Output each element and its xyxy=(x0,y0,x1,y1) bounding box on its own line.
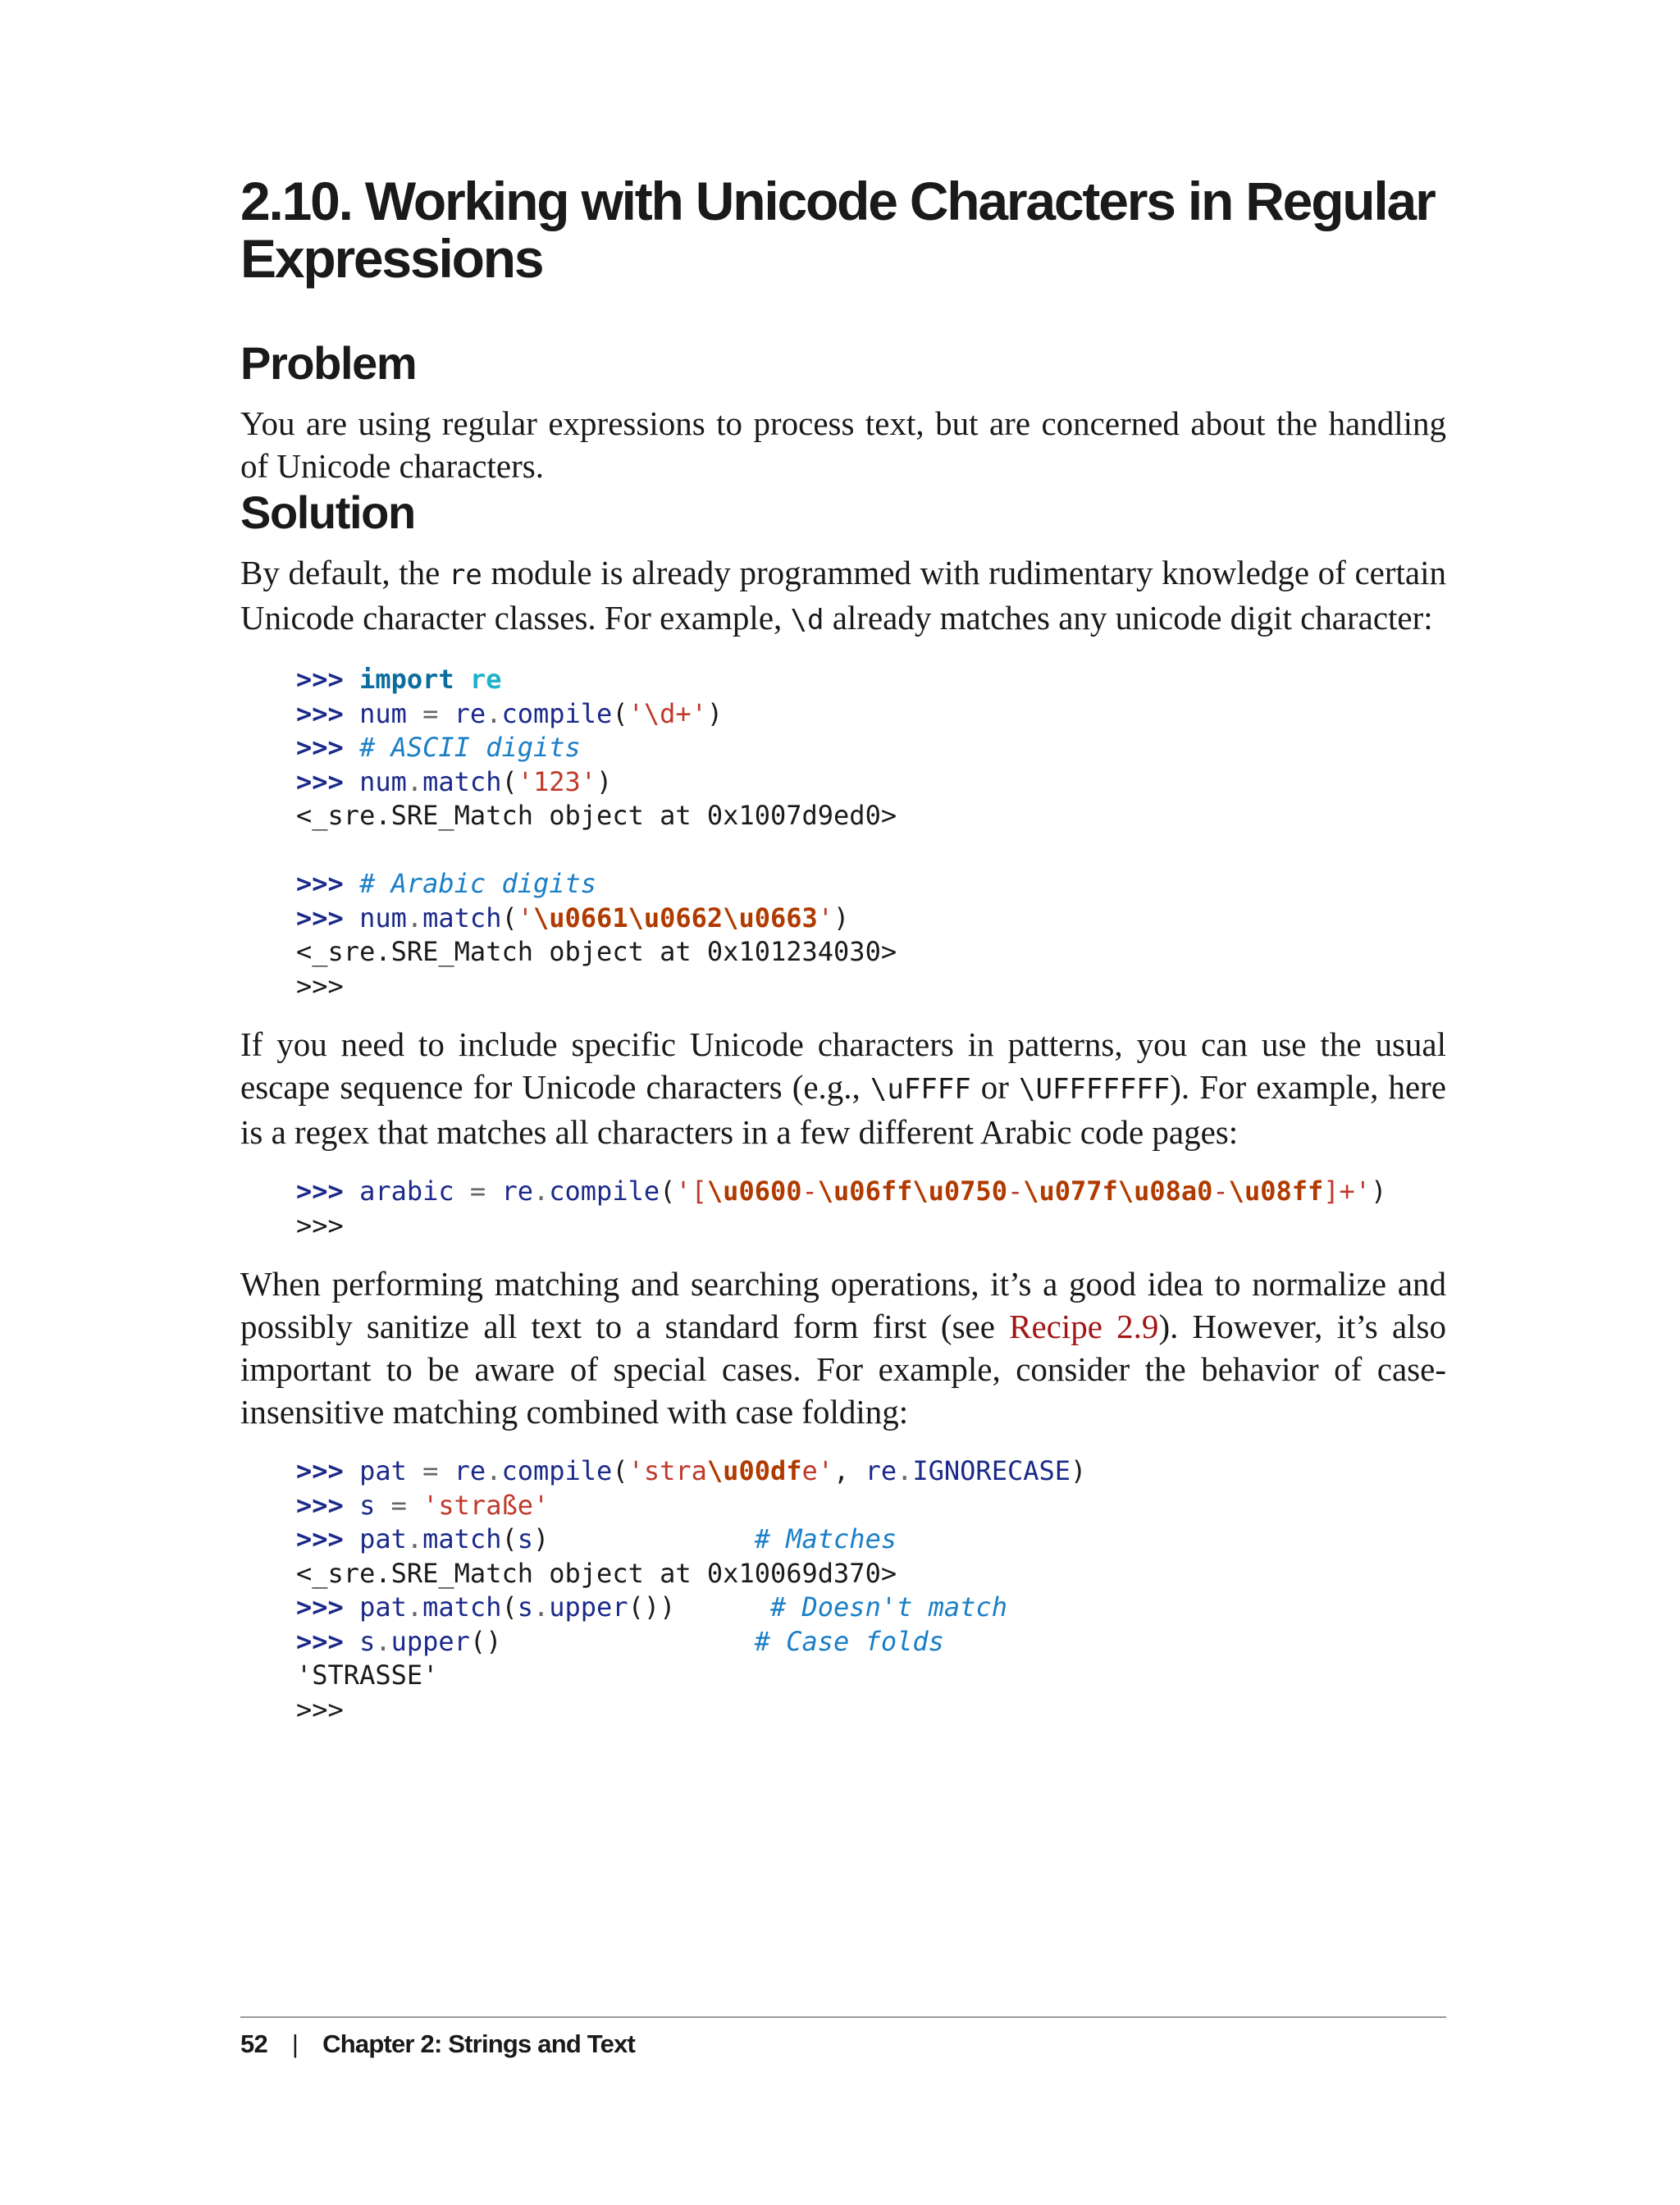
prompt: >>> xyxy=(296,732,344,763)
text-run: When performing matching and searching operations, it’s a good idea to normalize and possibly sanitize all text to a standard form first (see xyxy=(240,1265,1446,1345)
operator: = xyxy=(422,1455,439,1486)
string: ' xyxy=(517,902,533,934)
text-run: ). For example, here is a regex that matches all characters in a few different Arabic code pages: xyxy=(240,1068,1446,1151)
code-output: <_sre.SRE_Match object at 0x1007d9ed0> xyxy=(296,800,897,831)
identifier: s xyxy=(359,1489,376,1521)
prompt: >>> xyxy=(296,765,344,797)
punctuation: ( xyxy=(501,1523,518,1554)
punctuation: ( xyxy=(501,1591,518,1623)
punctuation: ( xyxy=(612,697,628,729)
footer-separator: | xyxy=(291,2029,299,2058)
section-title: 2.10. Working with Unicode Characters in Regular Expressions xyxy=(240,171,1435,289)
punctuation: ) xyxy=(596,765,613,797)
string: - xyxy=(1212,1176,1229,1207)
string-escape: \u0661\u0662\u0663 xyxy=(532,902,818,934)
punctuation: ) xyxy=(706,697,724,729)
operator: . xyxy=(897,1455,913,1486)
code-output: <_sre.SRE_Match object at 0x101234030> xyxy=(296,936,897,967)
operator: . xyxy=(406,902,423,934)
punctuation: () xyxy=(469,1625,502,1657)
problem-text: You are using regular expressions to process text, but are concerned about the handling of Unicode characters. xyxy=(240,404,1446,485)
string: e' xyxy=(801,1455,834,1486)
string: ' xyxy=(628,697,644,729)
page-number: 52 xyxy=(240,2029,267,2058)
prompt: >>> xyxy=(296,902,344,934)
prompt: >>> xyxy=(296,868,344,899)
identifier: num xyxy=(359,697,407,729)
identifier: arabic xyxy=(359,1176,454,1207)
string-escape: \u00df xyxy=(706,1455,802,1486)
string: - xyxy=(1007,1176,1024,1207)
inline-code-escape-long: \UFFFFFFF xyxy=(1019,1073,1171,1106)
text-run: ). However, it’s also important to be aware of special cases. For example, consider the behavior of case-insensitive matching combined with case folding: xyxy=(240,1308,1446,1431)
identifier: pat xyxy=(359,1455,407,1486)
code-block-arabic-regex xyxy=(296,1175,1446,1243)
identifier: upper xyxy=(549,1591,628,1623)
comment: # Case folds xyxy=(754,1625,944,1657)
page-footer xyxy=(240,2016,1446,2059)
prompt: >>> xyxy=(296,1591,344,1623)
operator: . xyxy=(375,1625,391,1657)
prompt-plain: >>> xyxy=(296,1209,344,1241)
module-name: re xyxy=(469,664,502,695)
prompt: >>> xyxy=(296,697,344,729)
punctuation: ( xyxy=(660,1176,676,1207)
prompt-plain: >>> xyxy=(296,970,344,1002)
identifier: compile xyxy=(501,1455,613,1486)
code-output: <_sre.SRE_Match object at 0x10069d370> xyxy=(296,1557,897,1589)
code-block-unicode-digits xyxy=(296,663,1446,1003)
string: '[ xyxy=(675,1176,707,1207)
identifier: match xyxy=(422,902,502,934)
operator: . xyxy=(532,1176,550,1207)
inline-code-escape-short: \uFFFF xyxy=(870,1073,971,1106)
identifier: re xyxy=(501,1176,533,1207)
identifier: pat xyxy=(359,1591,407,1623)
recipe-2-9-link[interactable]: Recipe 2.9 xyxy=(1009,1308,1159,1345)
identifier: s xyxy=(517,1523,533,1554)
chapter-title: Chapter 2: Strings and Text xyxy=(322,2029,636,2058)
punctuation: ) xyxy=(1371,1176,1387,1207)
solution-paragraph-2 xyxy=(240,1023,1446,1153)
operator: . xyxy=(486,1455,502,1486)
string: \d+ xyxy=(643,697,692,729)
string-escape: \u077f\u08a0 xyxy=(1023,1176,1213,1207)
string: 'stra xyxy=(628,1455,707,1486)
prompt: >>> xyxy=(296,1455,344,1486)
identifier: upper xyxy=(390,1625,470,1657)
identifier: IGNORECASE xyxy=(912,1455,1071,1486)
punctuation: ( xyxy=(501,902,518,934)
prompt: >>> xyxy=(296,1489,344,1521)
identifier: compile xyxy=(549,1176,660,1207)
operator: = xyxy=(469,1176,486,1207)
identifier: match xyxy=(422,1523,502,1554)
text-run: By default, the xyxy=(240,554,449,591)
string: ' xyxy=(817,902,834,934)
identifier: num xyxy=(359,765,407,797)
comment: # Arabic digits xyxy=(359,868,597,899)
prompt: >>> xyxy=(296,1176,344,1207)
identifier: s xyxy=(359,1625,376,1657)
string: '123' xyxy=(517,765,597,797)
solution-paragraph-3 xyxy=(240,1262,1446,1433)
comment: # Doesn't match xyxy=(769,1591,1007,1623)
punctuation: ) xyxy=(1071,1455,1087,1486)
punctuation: , xyxy=(833,1455,850,1486)
text-run: module is already programmed with rudimentary knowledge of certain Unicode character classes. For example, xyxy=(240,554,1446,637)
identifier: match xyxy=(422,765,502,797)
identifier: match xyxy=(422,1591,502,1623)
punctuation: ) xyxy=(532,1523,550,1554)
inline-code-digit-class: \d xyxy=(790,604,824,637)
prompt-plain: >>> xyxy=(296,1693,344,1725)
string-escape: \u06ff\u0750 xyxy=(817,1176,1007,1207)
identifier: s xyxy=(517,1591,533,1623)
operator: . xyxy=(532,1591,550,1623)
text-run: If you need to include specific Unicode characters in patterns, you can use the usual escape sequence for Unicode characters (e.g., xyxy=(240,1025,1446,1106)
string: - xyxy=(801,1176,818,1207)
problem-heading: Problem xyxy=(240,337,417,389)
operator: . xyxy=(486,697,502,729)
text-run: or xyxy=(970,1068,1019,1106)
identifier: pat xyxy=(359,1523,407,1554)
string: ' xyxy=(691,697,707,729)
identifier: re xyxy=(454,1455,486,1486)
solution-paragraph-1 xyxy=(240,551,1446,641)
string: ]+' xyxy=(1323,1176,1372,1207)
operator: = xyxy=(390,1489,407,1521)
punctuation: ) xyxy=(833,902,850,934)
punctuation: ( xyxy=(501,765,518,797)
string-escape: \u0600 xyxy=(706,1176,802,1207)
operator: . xyxy=(406,1523,423,1554)
identifier: compile xyxy=(501,697,613,729)
code-block-case-folding xyxy=(296,1454,1446,1727)
prompt: >>> xyxy=(296,1625,344,1657)
comment: # ASCII digits xyxy=(359,732,581,763)
punctuation: ( xyxy=(612,1455,628,1486)
punctuation: ()) xyxy=(628,1591,676,1623)
string: 'straße' xyxy=(422,1489,550,1521)
prompt: >>> xyxy=(296,664,344,695)
inline-code-re: re xyxy=(448,559,482,591)
identifier: re xyxy=(865,1455,897,1486)
keyword: import xyxy=(359,664,454,695)
operator: . xyxy=(406,1591,423,1623)
prompt: >>> xyxy=(296,1523,344,1554)
identifier: re xyxy=(454,697,486,729)
identifier: num xyxy=(359,902,407,934)
text-run: already matches any unicode digit character: xyxy=(824,599,1433,637)
string-escape: \u08ff xyxy=(1228,1176,1324,1207)
operator: = xyxy=(422,697,439,729)
page-content xyxy=(240,172,1446,1746)
operator: . xyxy=(406,765,423,797)
code-output: 'STRASSE' xyxy=(296,1659,439,1691)
comment: # Matches xyxy=(754,1523,897,1554)
solution-heading: Solution xyxy=(240,486,415,538)
